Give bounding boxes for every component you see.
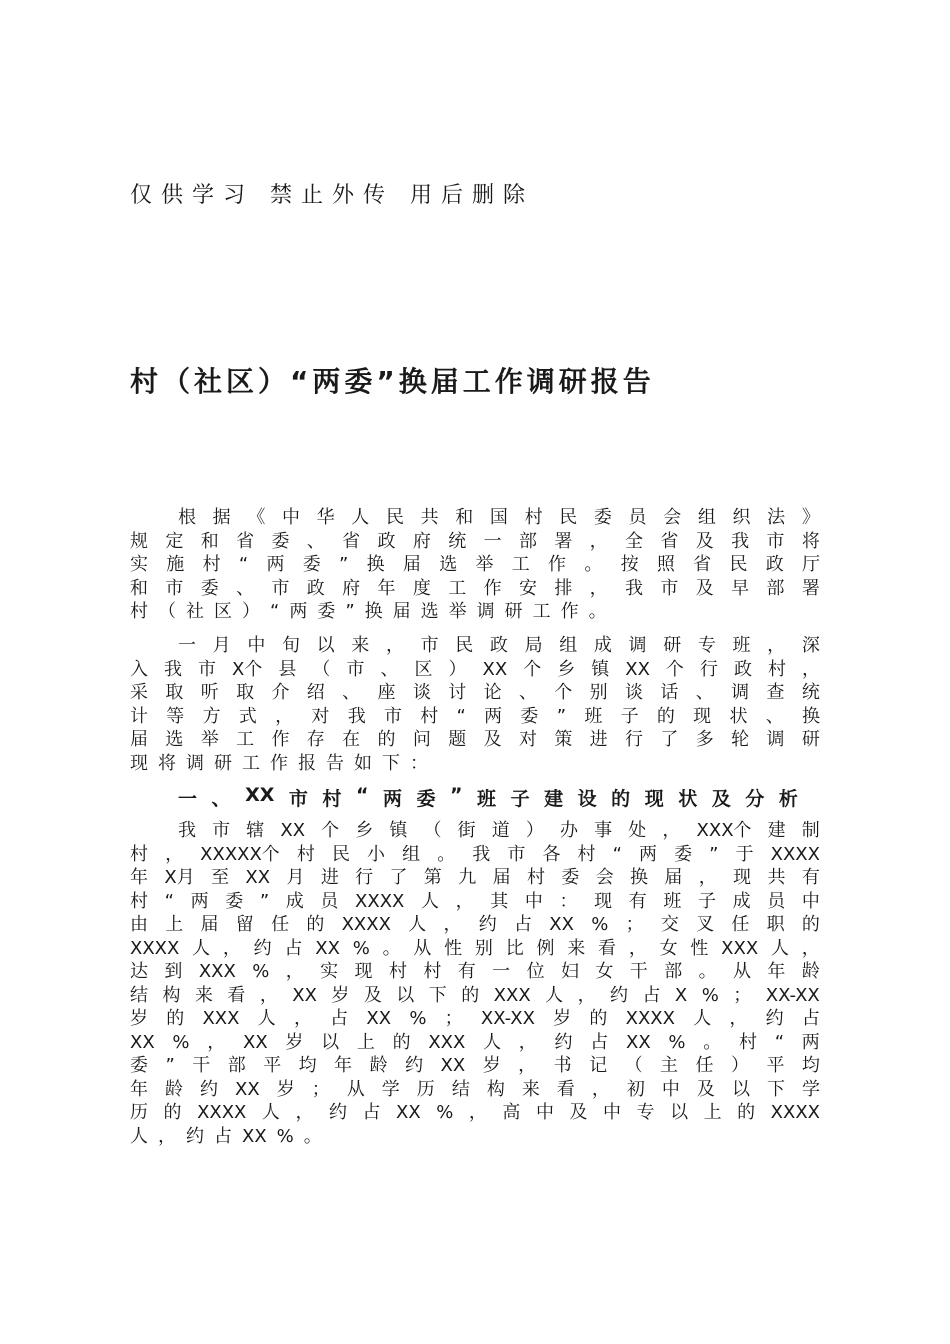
text-line: XXXX 人 ， 约 占 XX % 。 从 性 别 比 例 来 看 ， 女 性 XXX 人 ，	[130, 937, 820, 959]
text-line: 岁 的 XXX 人 ， 占 XX % ； XX-XX 岁 的 XXXX 人 ， 约 占	[130, 1008, 820, 1029]
distribution-notice: 仅供学习 禁止外传 用后删除	[130, 183, 534, 208]
text-line: 村 （ 社 区 ） “ 两 委 ” 换 届 选 举 调 研 工 作 。	[130, 601, 607, 622]
text-line: 实 施 村 “ 两 委 ” 换 届 选 举 工 作 。 按 照 省 民 政 厅	[130, 554, 820, 575]
section-heading-1: 一 、 XX 市 村 “ 两 委 ” 班 子 建 设 的 现 状 及 分 析	[178, 784, 798, 810]
text-line: 结 构 来 看 ， XX 岁 及 以 下 的 XXX 人 ， 约 占 X % ； XX-XX	[130, 984, 820, 1006]
text-line: 现 将 调 研 工 作 报 告 如 下 ：	[130, 752, 428, 774]
text-line: 规 定 和 省 委 、 省 政 府 统 一 部 署 ， 全 省 及 我 市 将	[130, 530, 820, 552]
text-line: 人 ， 约 占 XX % 。	[130, 1125, 322, 1147]
text-line: 村 “ 两 委 ” 成 员 XXXX 人 ， 其 中 ： 现 有 班 子 成 员 中	[130, 890, 820, 912]
text-line: 根 据 《 中 华 人 民 共 和 国 村 民 委 员 会 组 织 法 》	[178, 507, 820, 528]
document-title: 村（社区）“两委”换届工作调研报告	[130, 365, 655, 398]
text-line: 村 ， XXXXX个 村 民 小 组 。 我 市 各 村 “ 两 委 ” 于 XXXX	[130, 843, 820, 865]
paragraph-1	[130, 506, 820, 624]
text-line: 年 龄 约 XX 岁 ； 从 学 历 结 构 来 看 ， 初 中 及 以 下 学	[130, 1078, 820, 1100]
text-line: 达 到 XXX % ， 实 现 村 村 有 一 位 妇 女 干 部 。 从 年 龄	[130, 961, 820, 982]
text-line: 和 市 委 、 市 政 府 年 度 工 作 安 排 ， 我 市 及 早 部 署	[130, 577, 820, 599]
text-line: 年 X月 至 XX 月 进 行 了 第 九 届 村 委 会 换 届 ， 现 共 有	[130, 867, 820, 888]
text-line: 委 ” 干 部 平 均 年 龄 约 XX 岁 ， 书 记 （ 主 任 ） 平 均	[130, 1055, 820, 1076]
text-line: 我 市 辖 XX 个 乡 镇 （ 街 道 ） 办 事 处 ， XXX个 建 制	[178, 820, 820, 841]
text-line: 入 我 市 X个 县 （ 市 、 区 ） XX 个 乡 镇 XX 个 行 政 村 ，	[130, 658, 820, 680]
paragraph-3	[130, 819, 820, 1148]
text-line: 计 等 方 式 ， 对 我 市 村 “ 两 委 ” 班 子 的 现 状 、 换	[130, 705, 820, 727]
text-line: 历 的 XXXX 人 ， 约 占 XX % ， 高 中 及 中 专 以 上 的 XXXX	[130, 1102, 820, 1123]
text-line: 一 月 中 旬 以 来 ， 市 民 政 局 组 成 调 研 专 班 ， 深	[178, 635, 820, 656]
paragraph-2	[130, 634, 820, 775]
text-line: 届 选 举 工 作 存 在 的 问 题 及 对 策 进 行 了 多 轮 调 研	[130, 729, 820, 750]
text-line: XX % ， XX 岁 以 上 的 XXX 人 ， 约 占 XX % 。 村 “ 两	[130, 1031, 820, 1053]
text-line: 由 上 届 留 任 的 XXXX 人 ， 约 占 XX % ； 交 叉 任 职 的	[130, 914, 820, 935]
text-line: 采 取 听 取 介 绍 、 座 谈 讨 论 、 个 别 谈 话 、 调 查 统	[130, 682, 820, 703]
